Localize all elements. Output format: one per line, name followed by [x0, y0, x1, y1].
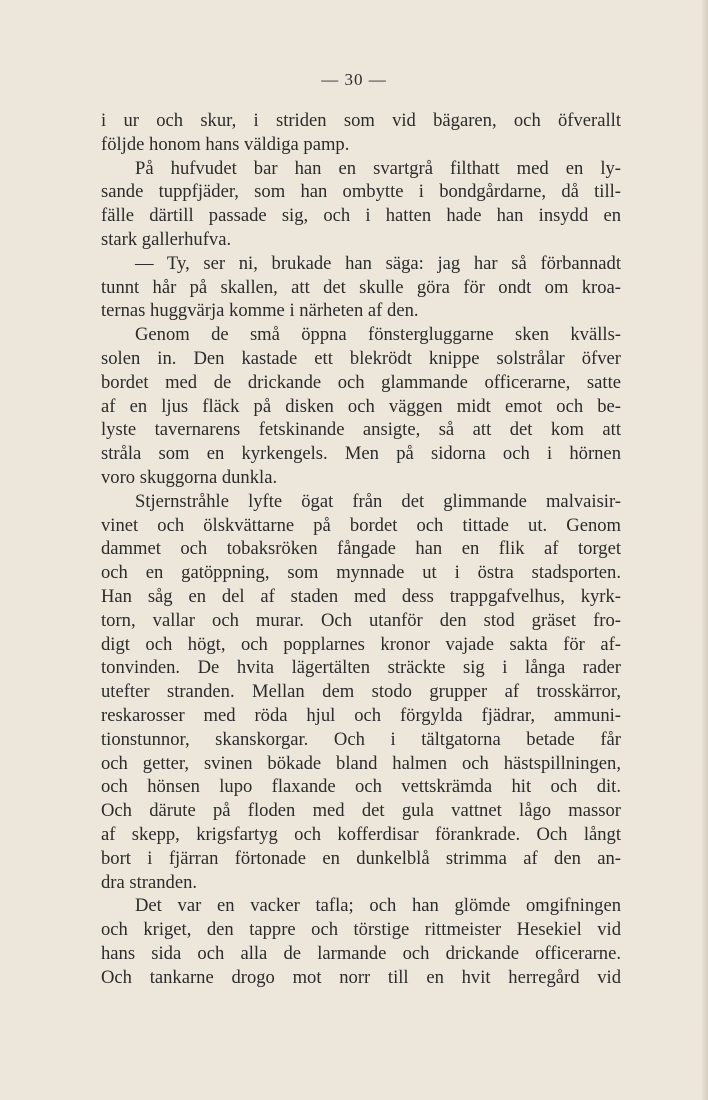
text-line: i ur och skur, i striden som vid bägaren, och öfverallt — [101, 110, 621, 131]
text-line: sande tuppfjäder, som han ombytte i bondgårdarne, då till- — [101, 181, 621, 203]
text-line: voro skuggorna dunkla. — [101, 466, 278, 488]
text-line: På hufvudet bar han en svartgrå filthatt med en ly- — [135, 157, 621, 179]
text-line: utefter stranden. Mellan dem stodo grupper af trosskärror, — [101, 681, 621, 703]
text-line: och getter, svinen bökade bland halmen och hästspillningen, — [101, 752, 621, 774]
text-line: fälle därtill passade sig, och i hatten hade han insydd en — [101, 205, 621, 227]
text-line: Det var en vacker tafla; och han glömde omgifningen — [135, 895, 621, 917]
text-line: lyste tavernarens fetskinande ansigte, så att det kom att — [101, 419, 621, 441]
text-line: Och därute på floden med det gula vattnet lågo massor — [101, 800, 621, 822]
text-line: tionstunnor, skanskorgar. Och i tältgatorna betade får — [101, 728, 621, 750]
text-line: solen in. Den kastade ett blekrödt knippe solstrålar öfver — [101, 347, 621, 369]
text-line: och en gatöppning, som mynnade ut i östra stadsporten. — [101, 562, 621, 584]
text-line: reskarosser med röda hjul och förgylda fjädrar, ammuni- — [101, 704, 621, 726]
text-line: följde honom hans väldiga pamp. — [101, 133, 350, 155]
page-edge-shadow — [702, 0, 708, 1100]
text-line: af skepp, krigsfartyg och kofferdisar förankrade. Och långt — [101, 823, 621, 845]
text-line: dra stranden. — [101, 871, 198, 893]
text-line: stråla som en kyrkengels. Men på sidorna och i hörnen — [101, 443, 621, 465]
text-line: stark gallerhufva. — [101, 228, 232, 250]
text-line: tonvinden. De hvita lägertälten sträckte sig i långa rader — [101, 657, 621, 679]
text-line: Han såg en del af staden med dess trappgafvelhus, kyrk- — [101, 585, 621, 607]
text-line: och kriget, den tappre och törstige rittmeister Hesekiel vid — [101, 919, 621, 941]
text-line: vinet och ölskvättarne på bordet och tittade ut. Genom — [101, 514, 621, 536]
text-line: Genom de små öppna fönstergluggarne sken kvälls- — [135, 324, 621, 346]
text-line: digt och högt, och popplarnes kronor vajade sakta för af- — [101, 633, 621, 655]
text-line: och hönsen lupo flaxande och vettskrämda hit och dit. — [101, 776, 621, 798]
text-line: torn, vallar och murar. Och utanför den stod gräset fro- — [101, 609, 621, 631]
text-line: bordet med de drickande och glammande officerarne, satte — [101, 371, 621, 393]
text-line: af en ljus fläck på disken och väggen midt emot och be- — [101, 395, 621, 417]
text-line: tunnt hår på skallen, att det skulle göra för ondt om kroa- — [101, 276, 621, 298]
text-line: ternas huggvärja komme i närheten af den. — [101, 300, 419, 322]
page-number: — 30 — — [321, 70, 387, 89]
text-line: dammet och tobaksröken fångade han en flik af torget — [101, 538, 621, 560]
text-line: hans sida och alla de larmande och drickande officerarne. — [101, 942, 621, 964]
text-line: Och tankarne drogo mot norr till en hvit herregård vid — [101, 966, 621, 988]
text-line: bort i fjärran förtonade en dunkelblå strimma af den an- — [101, 847, 621, 869]
text-line: — Ty, ser ni, brukade han säga: jag har så förbannadt — [135, 252, 621, 274]
body-text — [101, 109, 621, 989]
text-line: Stjernstråhle lyfte ögat från det glimmande malvaisir- — [135, 490, 621, 512]
